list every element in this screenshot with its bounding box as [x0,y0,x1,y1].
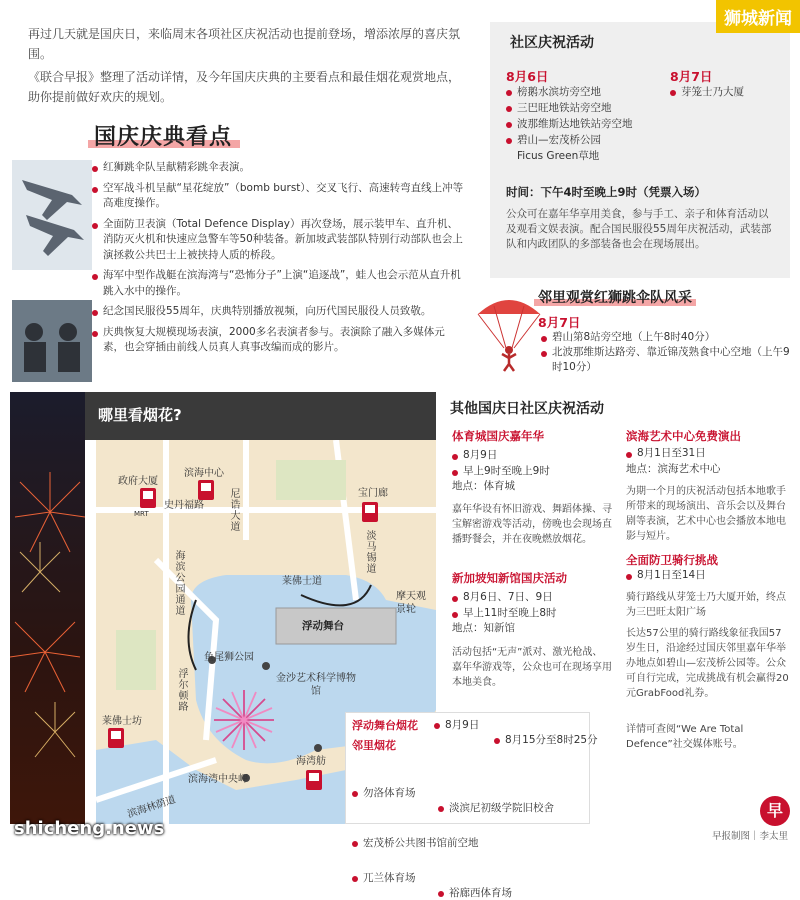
event-4-desc-3: 详情可查阅“We Are Total Defence”社交媒体账号。 [626,724,744,750]
highlight-item: 空军战斗机呈献“星花绽放”（bomb burst）、交叉飞行、高速转弯直线上冲等高难度操作。 [92,181,464,212]
mrt-icon [198,480,214,500]
schedule-time: 8月15分至8时25分 [494,732,737,747]
community-note: 公众可在嘉年华享用美食，参与手工、亲子和体育活动以及观看文娱表演。配合国民服役55周年庆祝活动，武装部队和内政团队的多部装备也会在现场展出。 [506,208,772,250]
map-label-govt: 政府大厦 [118,476,158,487]
event-4-desc: 骑行路线从芽笼士乃大厦开始，终点为三巴旺太阳广场 [626,592,786,618]
event-1-place: 地点：体育城 [452,480,515,492]
map-label-suntec: 宝门廊 [358,488,388,499]
map-label-temasek: 淡马锡道 [364,530,375,574]
event-2-details [452,590,612,637]
schedule-sub: 邻里烟花 [352,739,396,752]
paratroop-date: 8月7日 [538,315,581,330]
list-item: 8月1日至14日 [626,568,791,584]
schedule-date: 8月9日 [434,717,677,732]
site-logo: 狮城新闻 [716,0,800,33]
list-item: 三巴旺地铁站旁空地 [506,100,676,116]
map-label-fullerton: 浮尔顿路 [176,668,187,712]
other-events-title: 其他国庆日社区庆祝活动 [450,401,604,417]
schedule-place: 勿洛体育场 [352,785,595,800]
map-label-museum: 金沙艺术科学博物馆 [276,673,356,697]
event-2-place: 地点：知新馆 [452,622,515,634]
event-3-title: 滨海艺术中心免费演出 [626,429,741,443]
event-3-place: 地点：滨海艺术中心 [626,462,721,475]
highlight-item: 全面防卫表演（Total Defence Display）再次登场，展示装甲车、直升机、消防灭火机和快速应急警车等50种装备。新加坡武装部队特别行动部队也会上演拯救公共巴士上被挟持人质的桥段。 [92,217,464,264]
event-4-desc-2: 长达57公里的骑行路线象征我国57岁生日，沿途经过国庆邻里嘉年华举办地点如碧山—宏茂桥公园等。公众可自行完成，完成挑战有机会赢得20元GrabFood礼券。 [626,628,789,699]
community-title: 社区庆祝活动 [510,32,594,52]
parachute-icon [474,292,544,372]
fireworks-image [10,392,85,824]
paratroop-title: 邻里观赏红狮跳伞队风采 [538,287,692,307]
zaobao-logo: 早 [760,796,790,826]
list-item: 早上11时至晚上8时 [452,606,612,622]
community-list-1 [506,84,676,164]
highlights-title: 国庆庆典看点 [94,120,232,151]
list-item: 8月9日 [452,448,612,464]
list-item: Ficus Green草地 [517,150,600,162]
paratroop-list [541,330,791,375]
list-item: 北波那维斯达路旁、靠近锦茂熟食中心空地（上午9时10分） [541,345,791,375]
list-item: 榜鹅水滨坊旁空地 [506,84,676,100]
schedule-place: 宏茂桥公共图书馆前空地 [352,835,595,850]
schedule-place: 兀兰体育场 [352,870,595,885]
map-label-stamford: 史丹福路 [164,500,204,511]
fireworks-title: 哪里看烟花? [98,406,182,424]
highlight-item: 红狮跳伞队呈献精彩跳伞表演。 [92,160,464,176]
event-2-desc: 活动包括“无声”派对、激光枪战、嘉年华游戏等，公众也可在现场享用本地美食。 [452,647,612,688]
map-label-stage: 浮动舞台 [302,620,344,632]
watermark: shicheng.news [14,818,165,839]
event-1-details [452,448,612,495]
soldiers-ship-image [12,300,92,382]
highlights-list [92,160,464,361]
community-date-2: 8月7日 [670,69,713,84]
event-1-title: 体育城国庆嘉年华 [452,429,544,443]
mrt-icon [362,502,378,522]
fireworks-schedule [345,712,598,899]
event-3-desc: 为期一个月的庆祝活动包括本地歌手所带来的现场演出、音乐会以及舞台剧等表演，艺术中心也会播放本地电影与短片。 [626,486,786,542]
highlight-item: 庆典恢复大规模现场表演，2000多名表演者参与。表演除了融入多媒体元素，也会穿插由前线人员真人真事改编而成的影片。 [92,325,464,356]
mrt-icon [306,770,322,790]
list-item: 碧山第8站旁空地（上午8时40分） [541,330,791,345]
community-box [490,22,790,278]
credit: 早报制图｜李太里 [711,831,788,842]
community-date-1: 8月6日 [506,69,549,84]
community-time: 时间：下午4时至晚上9时（凭票入场） [506,185,707,199]
schedule-place: 裕廊西体育场 [438,885,681,900]
intro-paragraph-2: 《联合早报》整理了活动详情，及今年国庆庆典的主要看点和最佳烟花观赏地点，助你提前做好欢庆的规划。 [28,70,461,104]
mrt-label: MRT [134,510,149,518]
event-1-desc: 嘉年华设有怀旧游戏、舞蹈体操、寻宝解密游戏等活动，傍晚也会现场直播野餐会，并在夜晚燃放烟花。 [452,504,612,545]
mrt-icon [140,488,156,508]
list-item: 8月6日、7日、9日 [452,590,612,606]
list-item: 早上9时至晚上9时 [452,464,612,480]
event-4-details [626,568,791,584]
map-label-nicoll: 尼诰大道 [228,488,239,532]
map-label-wheel: 摩天观景轮 [396,591,426,615]
schedule-place: 淡滨尼初级学院旧校舍 [438,800,681,815]
map-label-bayfront: 海湾舫 [296,756,326,767]
community-list-2 [670,84,780,100]
list-item: 8月1日至31日 [626,446,791,462]
event-3-details [626,446,791,477]
list-item: 波那维斯达地铁站旁空地 [506,116,676,132]
fighter-jets-image [12,160,92,270]
highlight-item: 海军中型作战艇在滨海湾与“恐怖分子”上演“追逐战”，蛙人也会示范从直升机跳入水中的操作。 [92,268,464,299]
highlight-item: 纪念国民服役55周年，庆典特别播放视频，向历代国民服役人员致敬。 [92,304,464,320]
map-label-central: 滨海湾中央岬 [188,774,248,785]
intro-text [28,24,468,110]
mrt-icon [108,728,124,748]
event-2-title: 新加坡知新馆国庆活动 [452,571,567,585]
intro-paragraph-1: 再过几天就是国庆日，来临周末各项社区庆祝活动也提前登场，增添浓厚的喜庆氛围。 [28,27,461,61]
list-item: 碧山—宏茂桥公园 [506,132,676,148]
map-label-esplanade: 滨海中心 [184,468,224,479]
map-label-marinalink: 滨海林荫道 [126,794,178,821]
event-4-title: 全面防卫骑行挑战 [626,553,718,567]
map-label-rafflesplace: 莱佛士坊 [102,716,142,727]
map-label-merlion: 鱼尾狮公园 [204,652,254,663]
schedule-head: 浮动舞台烟花 [352,719,418,732]
map-label-park: 海滨公园通道 [173,550,184,616]
fireworks-photo [10,392,85,824]
map-label-raffles: 莱佛士道 [282,576,322,587]
list-item: 芽笼士乃大厦 [670,84,780,100]
